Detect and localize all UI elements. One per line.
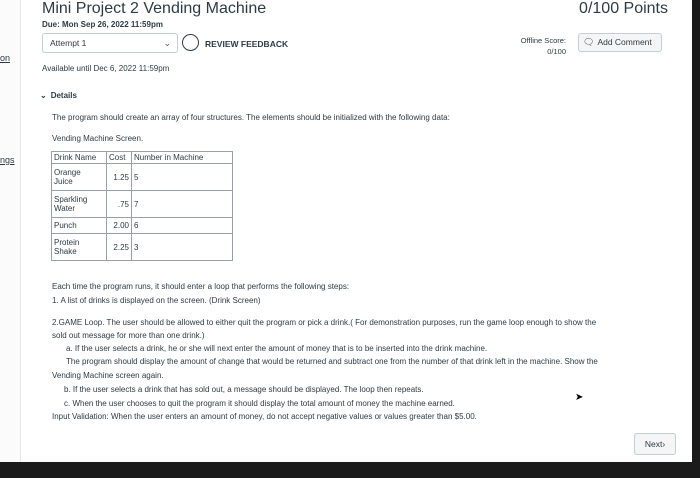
cost-cell: 2.00 [107,218,132,234]
due-date: Due: Mon Sep 26, 2022 11:59pm [42,20,163,29]
drink-name-line: Sparkling [54,195,88,204]
drink-name-line: Shake [54,247,77,256]
drink-name-line: Juice [54,177,73,186]
table-header-row [52,152,233,164]
details-intro: The program should create an array of four structures. The elements should be initialized with the following data: [52,113,450,122]
drink-name-cell [52,218,107,234]
drink-name-line: Orange [54,168,81,177]
add-comment-button[interactable] [578,33,662,52]
cost-cell: 2.25 [107,234,132,261]
instruction-step-1: 1. A list of drinks is displayed on the screen. (Drink Screen) [52,296,261,305]
drink-name-cell [52,191,107,218]
chevron-down-icon: ⌄ [163,38,171,48]
drinks-table [51,151,233,261]
drink-name-line: Water [54,204,76,213]
mouse-pointer-icon: ➤ [575,392,584,403]
instruction-step-2c: c. When the user chooses to quit the program it should display the total amount of money the machine earned. [64,399,455,408]
table-row [52,218,233,234]
instruction-step-2b: b. If the user selects a drink that has sold out, a message should be displayed. The loop then repeats. [64,385,424,394]
details-toggle[interactable] [40,91,77,100]
count-cell: 5 [132,164,233,191]
drink-name-line: Punch [54,221,77,230]
drink-name-cell [52,164,107,191]
left-nav-link-settings[interactable]: ngs [0,155,15,165]
offline-score [521,35,566,57]
count-cell: 6 [132,218,233,234]
table-row [52,234,233,261]
drink-name-cell [52,234,107,261]
points-display: 0/100 Points [579,0,668,17]
cost-cell: 1.25 [107,164,132,191]
review-feedback-link[interactable]: REVIEW FEEDBACK [205,39,289,49]
attempt-select-value: Attempt 1 [50,38,87,48]
add-comment-label: Add Comment [597,37,652,47]
instruction-step-2-cont: sold out message for more than one drink.) [52,331,205,340]
table-row [52,164,233,191]
availability-text: Available until Dec 6, 2022 11:59pm [42,64,170,73]
header-number: Number in Machine [132,152,233,164]
next-button[interactable] [634,433,676,455]
vending-screen-label: Vending Machine Screen. [52,134,144,143]
comment-icon: 🗨 [583,37,595,47]
chevron-down-icon: ⌄ [40,91,47,100]
input-validation: Input Validation: When the user enters an amount of money, do not accept negative values or values greater than $5.00. [52,412,477,421]
cost-cell: .75 [107,191,132,218]
left-nav-link-top[interactable]: on [0,53,11,63]
offline-score-label: Offline Score: [520,36,566,45]
attempt-select[interactable] [42,33,178,53]
left-navigation-edge [0,0,21,462]
count-cell: 3 [132,234,233,261]
instruction-step-2a-cont2: Vending Machine screen again. [52,371,164,380]
assignment-title: Mini Project 2 Vending Machine [42,0,267,17]
drink-name-line: Protein [54,238,80,247]
count-cell: 7 [132,191,233,218]
review-feedback-circle-icon[interactable] [182,34,199,51]
next-label: Next [644,439,663,449]
instruction-loop: Each time the program runs, it should enter a loop that performs the following steps: [52,282,350,291]
chevron-right-icon: › [662,439,666,449]
header-drink-name: Drink Name [52,152,107,164]
offline-score-value: 0/100 [547,47,566,56]
table-row [52,191,233,218]
instruction-step-2a-cont: The program should display the amount of change that would be returned and subtract one from the number of that drink left in the machine. Show the [66,357,598,366]
instruction-step-2a: a. If the user selects a drink, he or she will next enter the amount of money that is to be inserted into the drink machine. [66,344,488,353]
instruction-step-2: 2.GAME Loop. The user should be allowed to either quit the program or pick a drink.( For demonstration purposes, run the game loop enough to show the [52,318,597,327]
details-label: Details [50,91,77,100]
header-cost: Cost [107,152,132,164]
